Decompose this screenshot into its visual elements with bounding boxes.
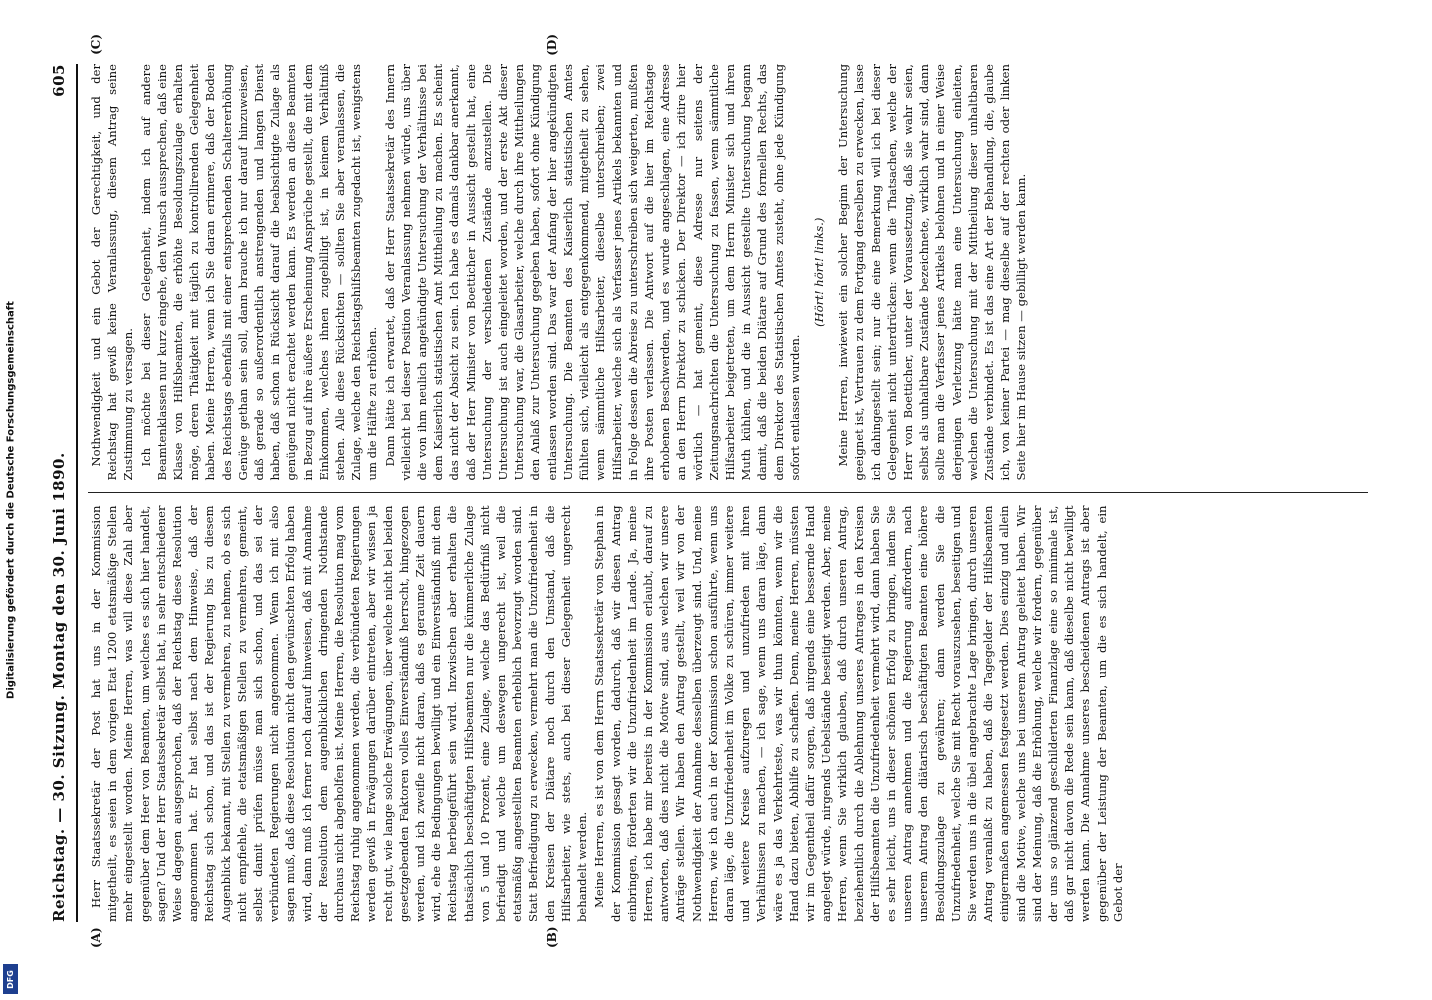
margin-mark-a: (A) — [89, 927, 103, 948]
page-header — [50, 64, 72, 922]
header-rule — [76, 64, 78, 922]
right-column — [88, 34, 1368, 493]
left-column — [88, 494, 1368, 948]
margin-mark-c: (C) — [89, 34, 103, 55]
interjection: (Hört! hört! links.) — [811, 217, 826, 327]
paragraph: Meine Herren, inwieweit ein solcher Beginn der Untersuchung geeignet ist, Vertrauen zu dem Fortgang derselben zu erwecken, lasse ich dahingestellt sein; nur die eine Bemerkung will ich bei dieser Gelegenheit nicht unterdrücken: wenn die Thatsachen, welche der Herr von Boetticher, unter der Voraussetzung, daß sie wahr seien, selbst als unhaltbare Zustände bezeichnete, wirklich wahr sind, dann sollte man die Verfasser jenes Artikels belohnen und in einer Weise derjenigen Verletzung hätte man eine Untersuchung einleiten, welchen die Untersuchung mit der Mittheilung dieser unhaltbaren Zustände verbindet. Es ist das eine Art der Behandlung, die, glaube ich, von keiner Partei — mag dieselbe auf der rechten oder linken Seite hier im Hause sitzen — gebilligt werden kann. — [836, 64, 1029, 481]
paragraph: Meine Herren, es ist von dem Herrn Staatssekretär von Stephan in der Kommission gesagt worden, dadurch, daß wir diesen Antrag einbringen, förderten wir die Unzufriedenheit im Lande. Ja, meine Herren, ich habe mir bereits in der Kommission erlaubt, darauf zu antworten, daß dies nicht die Motive sind, aus welchen wir unsere Anträge stellen. Wir haben den Antrag gestellt, weil wir von der Nothwendigkeit der Annahme desselben überzeugt sind. Und, meine Herren, wie ich auch in der Kommission schon ausführte, wenn uns daran läge, die Unzufriedenheit im Volke zu schüren, immer weitere und weitere Kreise aufzuregen und unzufrieden mit ihren Verhältnissen zu machen, — ich sage, wenn uns daran läge, dann wäre es ja das Verkehrteste, was wir thun könnten, wenn wir die Hand dazu bieten, Abhilfe zu schaffen. Denn, meine Herren, müssten wir im Gegentheil dafür sorgen, daß nirgends eine bessernde Hand angelegt würde, nirgends Uebelstände beseitigt werden. Aber, meine Herren, wenn Sie wirklich glauben, daß durch unseren Antrag, beziehentlich durch die Ablehnung unseres Antrages in den Kreisen der Hilfsbeamten die Unzufriedenheit vermehrt wird, dann haben Sie es sehr leicht, uns in dieser schönen Erfolg zu bringen, indem Sie unseren Antrag annehmen und die Regierung auffordern, nach unserem Antrag den diätarisch beschäftigten Beamten eine höhere Besoldungszulage zu gewähren; dann werden Sie die Unzufriedenheit, welche Sie mit Recht vorauszusehen, beseitigen und Sie werden uns in die übel angebrachte Lage bringen, durch unseren Antrag veranlaßt zu haben, daß die Tagegelder der Hilfsbeamten einigermaßen angemessen festgesetzt werden. Dies einzig und allein sind die Motive, welche uns bei unserem Antrag geleitet haben. Wir sind der Meinung, daß die Erhöhung, welche wir fordern, gegenüber der uns so glänzend geschilderten Finanzlage eine so minimale ist, daß gar nicht davon die Rede sein kann, daß dieselbe nicht bewilligt werden kann. Die Annahme unseres bescheidenen Antrags ist aber gegenüber der Leistung der Beamten, um die es sich handelt, ein Gebot der — [592, 505, 1125, 922]
margin-mark-d: (D) — [545, 34, 559, 56]
paragraph: Dann hätte ich erwartet, daß der Herr Staatssekretär des Innern vielleicht bei dieser Position Veranlassung nehmen würde, uns über die von ihm neulich angekündigte Untersuchung der Verhältnisse bei dem Kaiserlich statistischen Amt Mittheilung zu machen. Es scheint das nicht der Absicht zu sein. Ich habe es damals dankbar anerkannt, daß der Herr Minister von Boetticher in Aussicht gestellt hat, eine Untersuchung der verschiedenen Zustände anzustellen. Die Untersuchung ist auch eingeleitet worden, und der erste Akt dieser Untersuchung war, die Glasarbeiter, welche durch ihre Mittheilungen den Anlaß zur Untersuchung gegeben haben, sofort ohne Kündigung entlassen worden sind. Das war der Anfang der hier angekündigten Untersuchung. Die Beamten des Kaiserlich statistischen Amtes fühlten sich, vielleicht als entgegenkommend, mitgetheilt zu sehen, wenn sämmtliche Hilfsarbeiter, dieselbe unterschreiben; zwei Hilfsarbeiter, welche sich als Verfasser jenes Artikels bekannten und in Folge dessen die Abreise zu unterschreiben sich weigerten, mußten ihre Posten verlassen. Die Antwort auf die hier im Reichstage erhobenen Beschwerden, und es wurde angeschlagen, eine Adresse an den Herrn Direktor zu schicken. Der Direktor — ich zitire hier wörtlich — hat gemeint, diese Adresse nur seitens der Zeitungsnachrichten die Untersuchung zu fassen, wenn sämmtliche Hilfsarbeiter beigetreten, um dem Herrn Minister sich und ihren Muth kühlen, und die in Aussicht gestellte Untersuchung begann damit, daß die beiden Diätare auf Grund des formellen Rechts, das dem Direktor des Statistischen Amtes zusteht, ohne jede Kündigung sofort entlassen wurden. — [382, 64, 802, 481]
margin-mark-b: (B) — [545, 926, 559, 948]
digitization-strip — [0, 0, 22, 1000]
dfg-logo-text: DFG — [6, 969, 16, 989]
paragraph: Nothwendigkeit und ein Gebot der Gerechtigkeit, und der Reichstag hat gewiß keine Veranlassung, diesem Antrag seine Zustimmung zu versagen. — [89, 64, 136, 481]
dfg-logo — [3, 964, 18, 994]
scanned-page — [16, 20, 1416, 980]
paragraph: Ich möchte bei dieser Gelegenheit, indem ich auf andere Beamtenklassen nur kurz eingehe, den Wunsch aussprechen, daß eine Klasse von Hilfsbeamten, die erhöhte Besoldungszulage erhalten möge, deren Thätigkeit mit täglich zu kontrollirenden Gelegenheit haben. Meine Herren, wenn ich Sie daran erinnere, daß der Boden des Reichstags ebenfalls mit einer entsprechenden Schaltererhöhung Genüge gethan sein soll, dann brauche ich nur darauf hinzuweisen, daß gerade so außerordentlich anstrengenden und langen Dienst haben, daß schon in Rücksicht darauf die beabsichtigte Zulage als genügend nicht erachtet werden kann. Es werden an diese Beamten in Bezug auf ihre äußere Erscheinung Ansprüche gestellt, die mit dem Einkommen, welches ihnen zugebilligt ist, in keinem Verhältniß stehen. Alle diese Rücksichten — sollten Sie aber veranlassen, die Zulage, welche den Reichstagshilfsbeamten zugedacht ist, wenigstens um die Hälfte zu erhöhen. — [138, 64, 380, 481]
running-head: Reichstag. — 30. Sitzung. Montag den 30. Juni 1890. — [50, 452, 68, 922]
digitization-credit: Digitalisierung gefördert durch die Deutsche Forschungsgemeinschaft — [5, 301, 17, 699]
text-columns — [88, 34, 1368, 948]
paragraph: Herr Staatssekretär der Post hat uns in der Kommission mitgetheilt, es seien in dem vorigen Etat 1200 etatsmäßige Stellen mehr eingestellt worden. Meine Herren, was will diese Zahl aber gegenüber dem Heer von Beamten, um welches es sich hier handelt, sagen? Und der Herr Staatssekretär selbst hat, in sehr entschiedener Weise dagegen ausgesprochen, daß der Reichstag diese Resolution angenommen hat. Er hat selbst nach dem Hinweise, daß der Reichstag sich schon, und das ist der Regierung bis zu diesem Augenblick bekannt, mit Stellen zu vermehren, zu nehmen, ob es sich nicht empfiehle, die etatsmäßigen Stellen zu vermehren, gemeint, selbst damit prüfen müsse man sich schon, und das sei der verbündeten Regierungen nicht angenommen. Wenn ich mit also sagen muß, daß diese Resolution nicht den gewünschten Erfolg haben wird, dann muß ich ferner noch darauf hinweisen, daß mit Annahme der Resolution dem augenblicklichen dringenden Nothstande durchaus nicht abgeholfen ist. Meine Herren, die Resolution mag vom Reichstag ruhig angenommen werden, die verbündeten Regierungen werden gewiß in Erwägungen darüber eintreten, aber wir wissen ja recht gut, wie lange solche Erwägungen, über welche nicht bei beiden gesetzgebenden Faktoren volles Einverständniß herrscht, hingezogen werden, und ich zweifle nicht daran, daß es geraume Zeit dauern wird, ehe die Bedingungen bewilligt und ein Einverständniß mit dem Reichstag herbeigeführt sein wird. Inzwischen aber erhalten die thatsächlich beschäftigten Hilfsbeamten nur die kümmerliche Zulage von 5 und 10 Prozent, eine Zulage, welche das Bedürfniß nicht befriedigt und welche um deswegen ungerecht ist, weil die etatsmäßig angestellten Beamten erheblich bevorzugt worden sind. Statt Befriedigung zu erwecken, vermehrt man die Unzufriedenheit in den Kreisen der Diätare noch durch den Umstand, daß die Hilfsarbeiter, wie stets, auch bei dieser Gelegenheit ungerecht behandelt werden. — [89, 505, 590, 922]
page-number: 605 — [50, 64, 68, 97]
